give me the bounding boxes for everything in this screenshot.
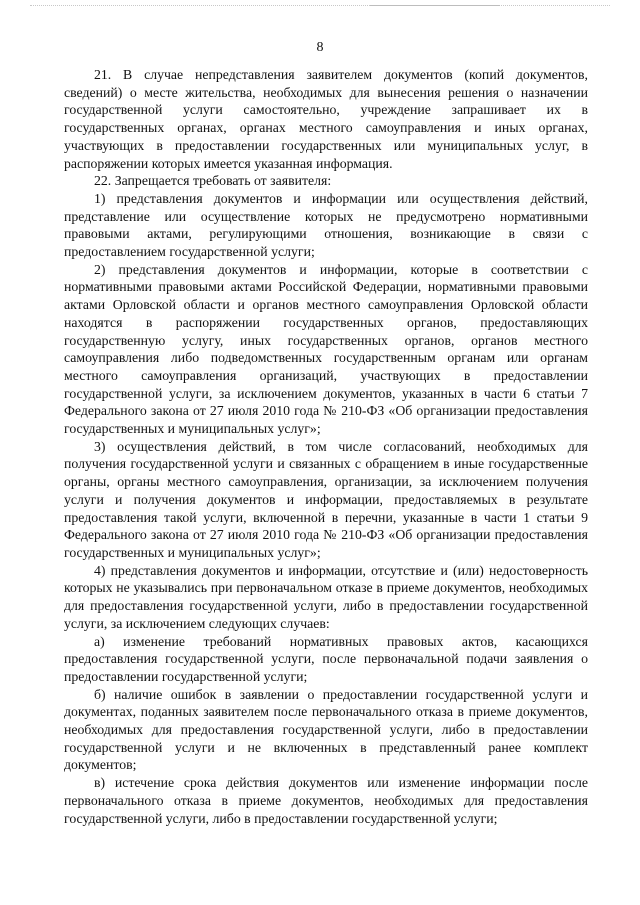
paragraph-22-item-3: 3) осуществления действий, в том числе согласований, необходимых для получения государственной услуги и связанных с обращением в иные государственные органы, органы местного самоуправления, организации, за исключением получения услуги и получения документов и информации, предоставляемых в результате предоставления такой услуги, включенной в перечни, указанные в части 1 статьи 9 Федерального закона от 27 июля 2010 года № 210-ФЗ «Об организации предоставления государственных и муниципальных услуг»; xyxy=(64,438,588,560)
paragraph-22: 22. Запрещается требовать от заявителя: xyxy=(94,173,332,189)
paragraph-22-item-4: 4) представления документов и информации, отсутствие и (или) недостоверность которых не указывались при первоначальном отказе в приеме документов, необходимых для предоставления государственной услуги, либо в предоставлении государственной услуги, за исключением следующих случаев: xyxy=(64,562,588,631)
paragraph-22-item-4-a: а) изменение требований нормативных правовых актов, касающихся предоставления государственной услуги, после первоначальной подачи заявления о предоставлении государственной услуги; xyxy=(64,633,588,684)
paragraph-21: 21. В случае непредставления заявителем документов (копий документов, сведений) о месте жительства, необходимых для вынесения решения о назначении государственной услуги самостоятельно, учреждение запрашивает их в государственных органах, органах местного самоуправления и иных органах, участвующих в предоставлении государственных или муниципальных услуг, в распоряжении которых имеется указанная информация. xyxy=(64,67,588,171)
scan-edge-mark xyxy=(30,5,610,7)
paragraph-22-item-4-v: в) истечение срока действия документов или изменение информации после первоначального отказа в приеме документов, необходимых для предоставления государственной услуги, либо в предоставлении государственной услуги; xyxy=(64,775,588,826)
document-body xyxy=(64,66,588,827)
scan-edge-mark-dark xyxy=(370,5,500,7)
paragraph-22-item-4-b: б) наличие ошибок в заявлении о предоставлении государственной услуги и документах, поданных заявителем после первоначального отказа в приеме документов, необходимых для предоставления государственной услуги, либо в предоставлении государственной услуги и не включенных в представленный ранее комплект документов; xyxy=(64,686,588,773)
paragraph-22-item-2: 2) представления документов и информации, которые в соответствии с нормативными правовыми актами Российской Федерации, нормативными правовыми актами Орловской области и органов местного самоуправления Орловской области находятся в распоряжении государственных органов, предоставляющих государственную услугу, иных государственных органов, органов местного самоуправления либо подведомственных государственным органам или органам местного самоуправления организаций, участвующих в предоставлении государственной услуги, за исключением документов, указанных в части 6 статьи 7 Федерального закона от 27 июля 2010 года № 210-ФЗ «Об организации предоставления государственных и муниципальных услуг»; xyxy=(64,261,588,437)
page-number: 8 xyxy=(316,40,324,55)
paragraph-22-item-1: 1) представления документов и информации или осуществления действий, представление или осуществление которых не предусмотрено нормативными правовыми актами, регулирующими отношения, возникающие в связи с предоставлением государственной услуги; xyxy=(64,190,588,260)
